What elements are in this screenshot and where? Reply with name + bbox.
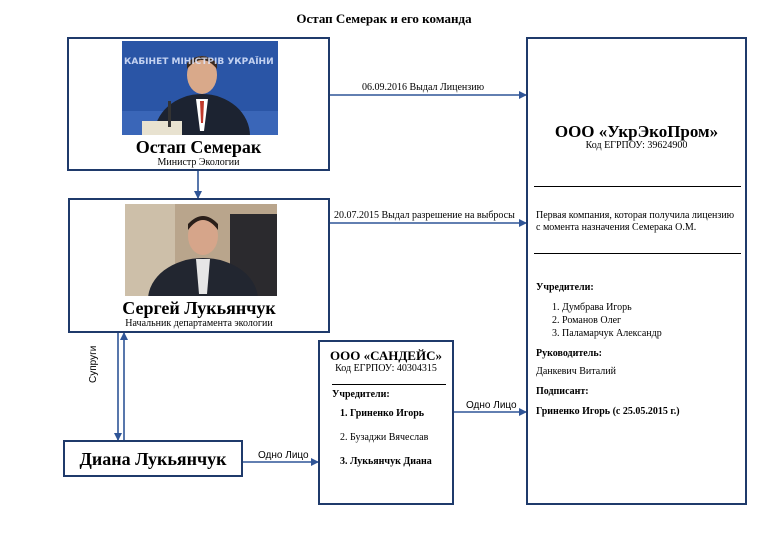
ukreko-desc-2: с момента назначения Семерака О.М.	[536, 222, 697, 233]
ukreko-founder-3: 3. Паламарчук Александр	[552, 328, 662, 339]
semerak-role: Министр Экологии	[157, 157, 240, 168]
semerak-photo	[122, 41, 278, 135]
edge-label-same-person-2: Одно Лицо	[466, 400, 517, 411]
ukreko-name: ООО «УкрЭкоПром»	[554, 122, 719, 141]
sandeis-founders-label: Учредители:	[332, 389, 390, 400]
sandeis-divider	[332, 384, 446, 385]
ukreko-code: Код ЕГРПОУ: 39624900	[585, 140, 688, 151]
ukreko-signer-label: Подписант:	[536, 386, 589, 397]
ukreko-founder-1: 1. Думбрава Игорь	[552, 302, 632, 313]
node-semerak	[67, 37, 330, 171]
diana-name: Диана Лукьянчук	[79, 449, 227, 469]
edge-label-spouses: Супруги	[88, 345, 99, 383]
edge-label-permit: 20.07.2015 Выдал разрешение на выбросы	[334, 210, 515, 221]
diagram-title: Остап Семерак и его команда	[296, 11, 472, 26]
node-sandeis	[318, 340, 454, 505]
node-sergey-lukyanchuk	[68, 198, 330, 333]
ukreko-desc-1: Первая компания, которая получила лицензию	[536, 210, 735, 221]
sandeis-code: Код ЕГРПОУ: 40304315	[335, 363, 437, 374]
ukreko-divider-2	[534, 253, 741, 254]
sandeis-founder-1: 1. Гриненко Игорь	[340, 408, 425, 419]
edge-label-same-person-1: Одно Лицо	[258, 450, 309, 461]
semerak-photo-caption: КАБІНЕТ МІНІСТРІВ УКРАЇНИ	[124, 57, 274, 67]
sandeis-founder-2: 2. Бузаджи Вячеслав	[340, 432, 429, 443]
node-diana-lukyanchuk	[63, 440, 243, 477]
sandeis-name: ООО «САНДЕЙС»	[330, 348, 442, 363]
sergey-role: Начальник департамента экологии	[125, 318, 273, 329]
ukreko-founders-label: Учредители:	[536, 282, 594, 293]
ukreko-signer: Гриненко Игорь (с 25.05.2015 г.)	[536, 406, 680, 417]
ukreko-divider-1	[534, 186, 741, 187]
ukreko-head: Данкевич Виталий	[536, 366, 616, 377]
sergey-photo	[125, 204, 277, 296]
ukreko-head-label: Руководитель:	[536, 348, 602, 359]
edge-label-license: 06.09.2016 Выдал Лицензию	[362, 82, 485, 93]
semerak-name: Остап Семерак	[135, 137, 262, 157]
sergey-name: Сергей Лукьянчук	[122, 298, 276, 318]
sergey-photo-art	[125, 204, 277, 296]
ukreko-founder-2: 2. Романов Олег	[552, 315, 622, 326]
sandeis-founder-3: 3. Лукьянчук Диана	[340, 456, 432, 467]
semerak-photo-art	[122, 41, 278, 135]
node-ukrekoprom	[526, 37, 747, 505]
